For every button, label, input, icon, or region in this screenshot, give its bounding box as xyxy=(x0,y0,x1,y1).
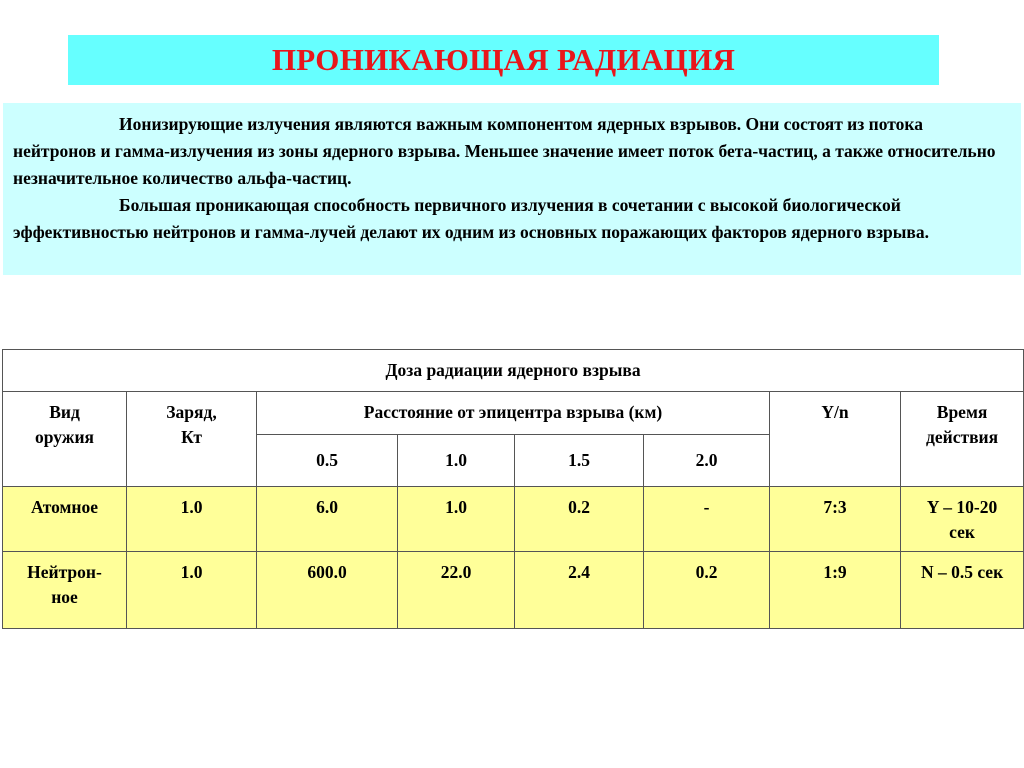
cell-charge: 1.0 xyxy=(127,552,257,629)
header-distance-1-0: 1.0 xyxy=(398,435,515,487)
table-row-neutron xyxy=(3,552,1024,629)
header-weapon-type xyxy=(3,392,127,487)
header-distance: Расстояние от эпицентра взрыва (км) xyxy=(257,392,770,435)
cell-dose-1-0: 22.0 xyxy=(398,552,515,629)
cell-dose-2-0: - xyxy=(644,487,770,552)
intro-text-box xyxy=(3,103,1021,275)
radiation-dose-table xyxy=(2,349,1024,629)
header-ratio: Y/n xyxy=(770,392,901,487)
header-duration-line1: Время xyxy=(936,402,988,422)
cell-dose-1-5: 0.2 xyxy=(515,487,644,552)
cell-weapon: Атомное xyxy=(3,487,127,552)
cell-ratio: 1:9 xyxy=(770,552,901,629)
table-row-atomic xyxy=(3,487,1024,552)
cell-dose-0-5: 6.0 xyxy=(257,487,398,552)
cell-ratio: 7:3 xyxy=(770,487,901,552)
header-charge-line1: Заряд, xyxy=(166,402,217,422)
intro-paragraph-2: Большая проникающая способность первичного излучения в сочетании с высокой биологической эффективностью нейтронов и гамма-лучей делают их одним из основных поражающих факторов ядерного взрыва. xyxy=(13,195,929,242)
cell-charge: 1.0 xyxy=(127,487,257,552)
cell-duration xyxy=(901,487,1024,552)
header-duration-line2: действия xyxy=(926,427,999,447)
header-distance-0-5: 0.5 xyxy=(257,435,398,487)
cell-dose-2-0: 0.2 xyxy=(644,552,770,629)
header-charge-line2: Кт xyxy=(181,427,202,447)
cell-duration: N – 0.5 сек xyxy=(901,552,1024,629)
cell-duration-line1: Y – 10-20 xyxy=(926,497,998,517)
header-charge xyxy=(127,392,257,487)
intro-paragraph-1: Ионизирующие излучения являются важным компонентом ядерных взрывов. Они состоят из потока нейтронов и гамма-излучения из зоны ядерного взрыва. Меньшее значение имеет поток бета-частиц, а также относительно незначительное количество альфа-частиц. xyxy=(13,114,996,188)
header-duration xyxy=(901,392,1024,487)
page-title: ПРОНИКАЮЩАЯ РАДИАЦИЯ xyxy=(271,42,736,77)
header-weapon-type-line1: Вид xyxy=(49,402,80,422)
cell-weapon-line1: Нейтрон- xyxy=(27,562,102,582)
table-caption: Доза радиации ядерного взрыва xyxy=(3,350,1024,392)
cell-weapon xyxy=(3,552,127,629)
cell-weapon-line2: ное xyxy=(51,587,78,607)
header-distance-1-5: 1.5 xyxy=(515,435,644,487)
cell-dose-1-5: 2.4 xyxy=(515,552,644,629)
header-distance-2-0: 2.0 xyxy=(644,435,770,487)
cell-dose-0-5: 600.0 xyxy=(257,552,398,629)
cell-dose-1-0: 1.0 xyxy=(398,487,515,552)
title-banner xyxy=(68,35,939,85)
header-weapon-type-line2: оружия xyxy=(34,427,94,447)
cell-duration-line2: сек xyxy=(949,522,975,542)
